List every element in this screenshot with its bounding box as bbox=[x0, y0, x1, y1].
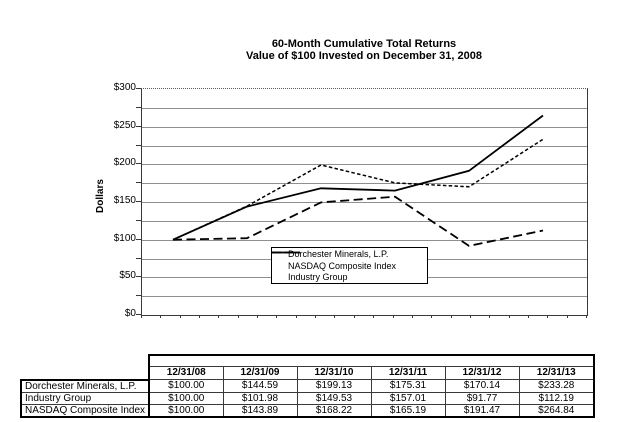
table-row bbox=[21, 380, 594, 393]
table-row bbox=[21, 392, 594, 404]
table-cell: $199.13 bbox=[297, 380, 371, 393]
table-cell: $149.53 bbox=[297, 392, 371, 404]
table-corner-blank bbox=[21, 367, 149, 380]
legend-label: Dorchester Minerals, L.P. bbox=[288, 249, 389, 260]
table-cell: $168.22 bbox=[297, 404, 371, 417]
y-tick-label: $250 bbox=[113, 120, 136, 131]
table-col-header: 12/31/08 bbox=[149, 367, 223, 380]
y-tick-label: $50 bbox=[119, 270, 136, 281]
legend-item bbox=[288, 272, 427, 282]
table-row-label: Industry Group bbox=[21, 392, 149, 404]
table-col-header: 12/31/10 bbox=[297, 367, 371, 380]
table-cell: $157.01 bbox=[371, 392, 445, 404]
y-tick-label: $100 bbox=[113, 233, 136, 244]
table-cell: $233.28 bbox=[519, 380, 594, 393]
table-col-header: 12/31/13 bbox=[519, 367, 594, 380]
table-cell: $100.00 bbox=[149, 380, 223, 393]
chart-title bbox=[116, 38, 612, 62]
y-tick-label: $0 bbox=[124, 308, 136, 319]
chart-title-line1: 60-Month Cumulative Total Returns bbox=[271, 38, 457, 50]
table-corner-blank bbox=[21, 355, 149, 367]
legend-label: Industry Group bbox=[288, 271, 348, 282]
legend-line-sample bbox=[272, 248, 427, 283]
table-row-label: Dorchester Minerals, L.P. bbox=[21, 380, 149, 393]
table-cell: $170.14 bbox=[445, 380, 519, 393]
table-cell: $165.19 bbox=[371, 404, 445, 417]
y-tick-label: $150 bbox=[113, 195, 136, 206]
table-band-cell bbox=[149, 355, 594, 367]
table-row bbox=[21, 404, 594, 417]
table-col-header: 12/31/11 bbox=[371, 367, 445, 380]
table-header-row bbox=[21, 367, 594, 380]
y-axis-title: Dollars bbox=[95, 179, 106, 213]
table-cell: $101.98 bbox=[223, 392, 297, 404]
table-row-label: NASDAQ Composite Index bbox=[21, 404, 149, 417]
legend bbox=[271, 247, 428, 284]
table-band-row bbox=[21, 355, 594, 367]
table-cell: $112.19 bbox=[519, 392, 594, 404]
y-tick-label: $200 bbox=[113, 157, 136, 168]
legend-label: NASDAQ Composite Index bbox=[288, 260, 397, 271]
table-cell: $264.84 bbox=[519, 404, 594, 417]
performance-table bbox=[20, 354, 595, 418]
table-cell: $144.59 bbox=[223, 380, 297, 393]
table-cell: $191.47 bbox=[445, 404, 519, 417]
table-col-header: 12/31/09 bbox=[223, 367, 297, 380]
plot-area bbox=[141, 88, 588, 316]
table-cell: $143.89 bbox=[223, 404, 297, 417]
y-tick-label: $300 bbox=[113, 82, 136, 93]
chart-title-line2: Value of $100 Invested on December 31, 2008 bbox=[245, 50, 482, 62]
table-cell: $175.31 bbox=[371, 380, 445, 393]
table-cell: $100.00 bbox=[149, 392, 223, 404]
table-cell: $91.77 bbox=[445, 392, 519, 404]
table-cell: $100.00 bbox=[149, 404, 223, 417]
table-col-header: 12/31/12 bbox=[445, 367, 519, 380]
